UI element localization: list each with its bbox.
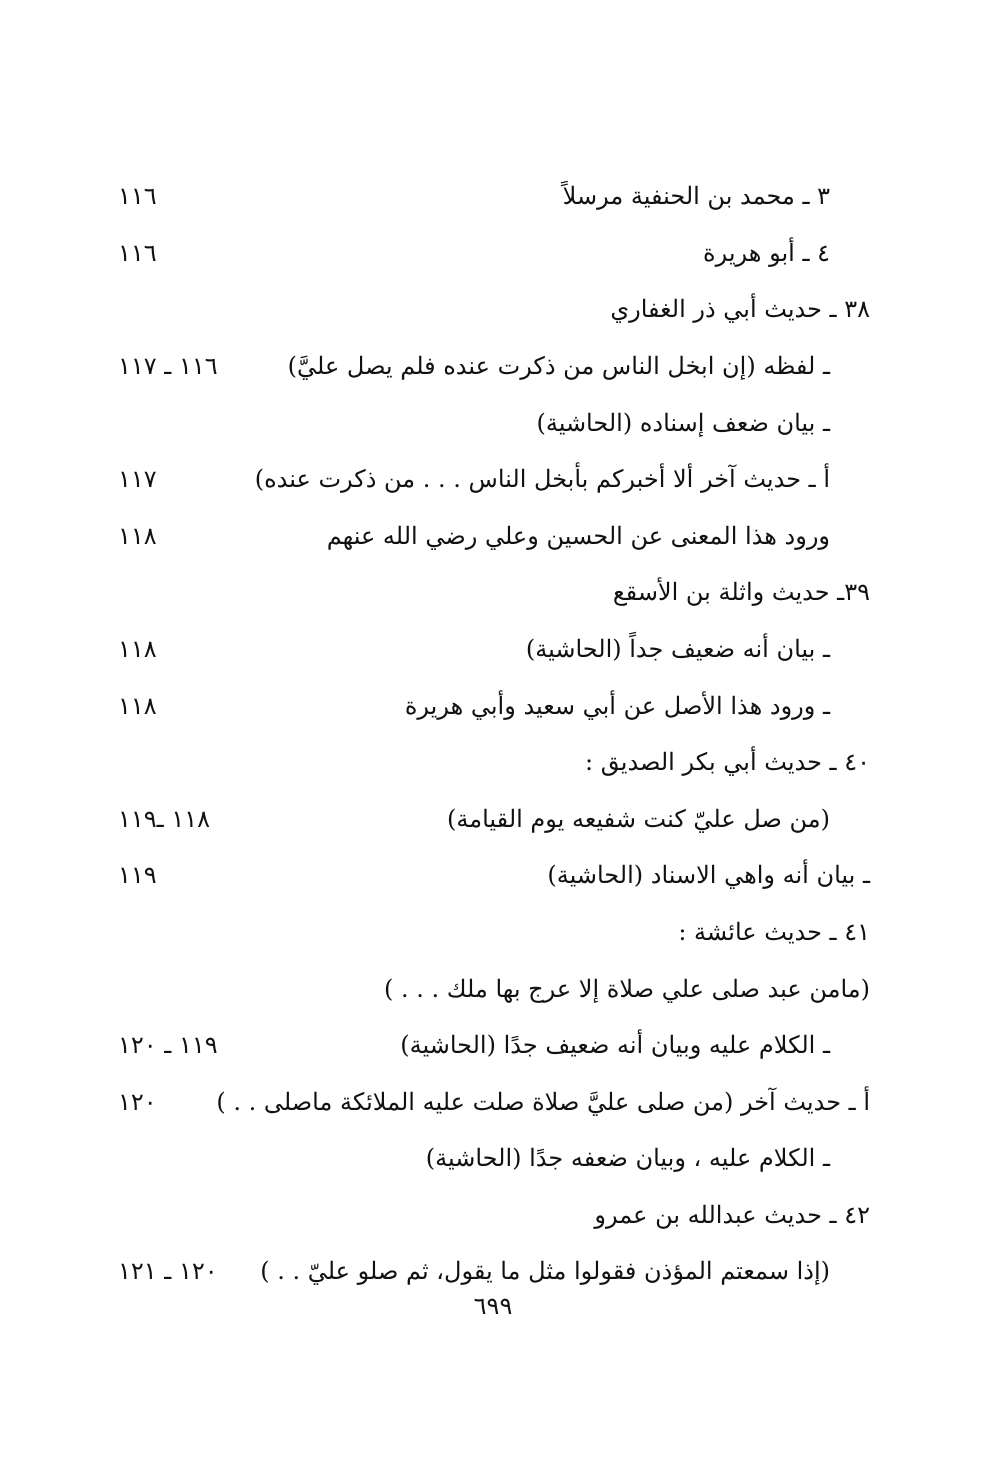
index-entry [110,228,870,278]
index-entry [110,964,870,1014]
index-entry [110,1020,870,1070]
page-number: ٦٩٩ [473,1292,513,1320]
index-entry [110,1246,870,1296]
entry-text: ٤٠ ـ حديث أبي بكر الصديق : [585,748,870,776]
entry-text: ٣ ـ محمد بن الحنفية مرسلاً [562,182,830,210]
entry-text: أ ـ حديث آخر ألا أخبركم بأبخل الناس . . . من ذكرت عنده) [254,465,830,493]
index-entry [110,567,870,617]
index-entry [110,850,870,900]
entry-text: ـ ورود هذا الأصل عن أبي سعيد وأبي هريرة [404,692,830,720]
index-entry [110,794,870,844]
index-entry [110,341,870,391]
entry-text: ـ الكلام عليه ، وبيان ضعفه جدًا (الحاشية) [425,1144,830,1172]
entry-text: ورود هذا المعنى عن الحسين وعلي رضي الله عنهم [326,522,830,550]
entry-page-number: ١١٦ [118,239,157,267]
index-entry [110,907,870,957]
index-entry [110,681,870,731]
entry-text: ٤٢ ـ حديث عبدالله بن عمرو [594,1201,870,1229]
entry-text: ـ بيان أنه واهي الاسناد (الحاشية) [547,861,870,889]
entry-text: ٤١ ـ حديث عائشة : [678,918,870,946]
index-entry [110,1190,870,1240]
entry-page-number: ١١٦ [118,182,157,210]
index-entry [110,511,870,561]
entry-text: ـ الكلام عليه وبيان أنه ضعيف جدًا (الحاشية) [400,1031,830,1059]
index-entry [110,398,870,448]
entry-text: (مامن عبد صلى علي صلاة إلا عرج بها ملك . . . ) [384,975,870,1003]
entry-text: ٤ ـ أبو هريرة [703,239,830,267]
entry-text: أ ـ حديث آخر (من صلى عليَّ صلاة صلت عليه الملائكة ماصلى . . ) [216,1088,870,1116]
entry-text: ـ بيان أنه ضعيف جداً (الحاشية) [525,635,830,663]
entry-text: (إذا سمعتم المؤذن فقولوا مثل ما يقول، ثم صلو عليّ . . ) [260,1257,830,1285]
entry-text: ٣٩ـ حديث واثلة بن الأسقع [612,578,870,606]
entry-page-number: ١١٨ [118,635,157,663]
entry-text: (من صل عليّ كنت شفيعه يوم القيامة) [447,805,830,833]
entry-page-number: ١١٨ [118,692,157,720]
entry-page-number: ١١٨ [118,522,157,550]
entry-page-number: ١١٦ ـ ١١٧ [118,352,218,380]
index-entry [110,454,870,504]
entry-page-number: ١١٩ [118,861,157,889]
entry-page-number: ١١٩ ـ ١٢٠ [118,1031,218,1059]
index-entry [110,284,870,334]
entry-text: ٣٨ ـ حديث أبي ذر الغفاري [610,295,870,323]
entry-page-number: ١٢٠ [118,1088,157,1116]
index-entry [110,1077,870,1127]
entry-page-number: ١١٨ ـ١١٩ [118,805,211,833]
entry-page-number: ١١٧ [118,465,157,493]
index-entry [110,171,870,221]
entry-text: ـ بيان ضعف إسناده (الحاشية) [536,409,830,437]
index-entry [110,1133,870,1183]
index-entry [110,737,870,787]
index-entry [110,624,870,674]
entry-page-number: ١٢٠ ـ ١٢١ [118,1257,218,1285]
entry-text: ـ لفظه (إن ابخل الناس من ذكرت عنده فلم يصل عليَّ) [287,352,830,380]
